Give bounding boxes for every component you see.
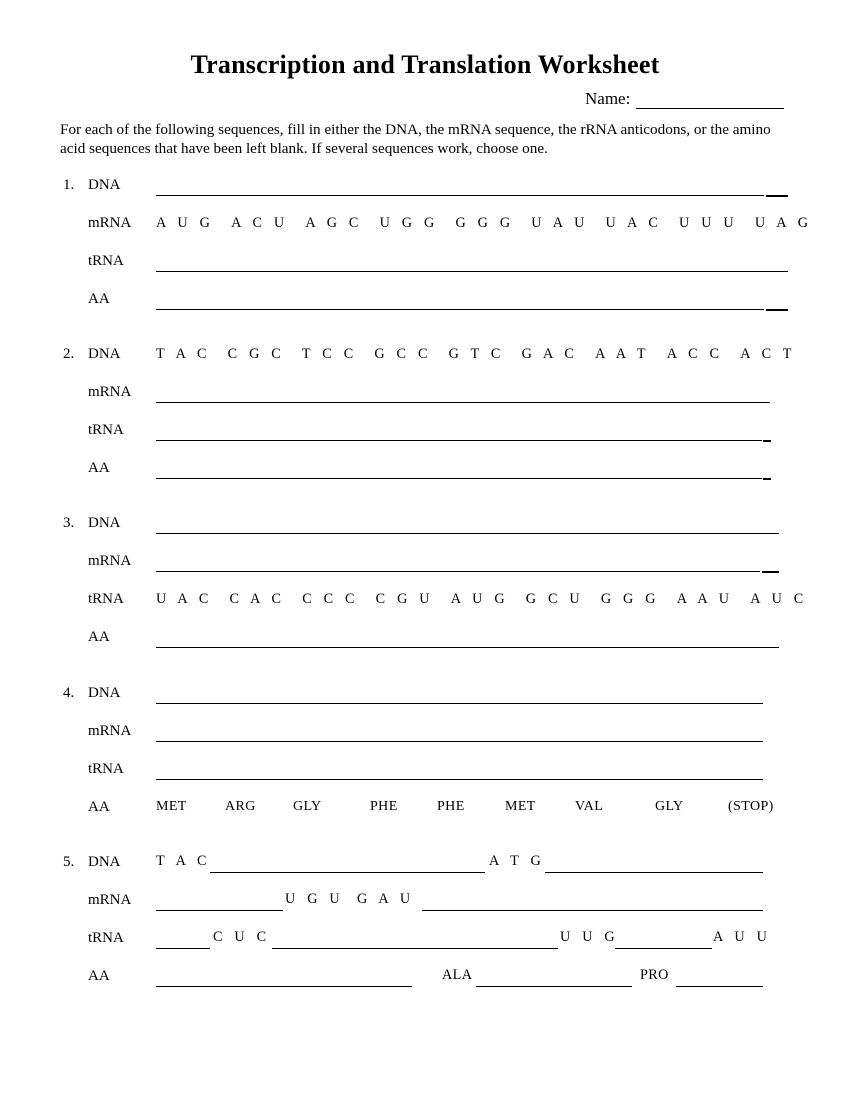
question-4-aa-row xyxy=(60,796,800,834)
question-5-mrna-given-1: U G U xyxy=(285,891,344,907)
codon: U A C xyxy=(156,591,213,607)
question-5-aa-blank-3[interactable] xyxy=(676,965,763,987)
question-3-trna-label: tRNA xyxy=(88,591,124,607)
question-2-aa-blank[interactable] xyxy=(156,457,762,479)
question-2-dna-sequence xyxy=(156,346,796,363)
question-1-dna-row xyxy=(60,174,800,212)
question-5-trna-row xyxy=(60,927,800,965)
question-1-dna-label: DNA xyxy=(88,177,121,193)
question-4-mrna-row xyxy=(60,720,800,758)
question-5-aa-row xyxy=(60,965,800,1003)
question-5-dna-blank-2[interactable] xyxy=(545,851,763,873)
amino-acid: ARG xyxy=(225,799,256,814)
codon: G A C xyxy=(521,346,579,362)
question-5-mrna-blank-1[interactable] xyxy=(156,889,283,911)
question-3 xyxy=(60,512,808,664)
codon: C C C xyxy=(302,591,359,607)
codon: C A C xyxy=(229,591,286,607)
question-3-trna-row xyxy=(60,588,808,626)
question-1-aa-label: AA xyxy=(88,291,110,307)
question-4-mrna-label: mRNA xyxy=(88,723,132,739)
question-1-mrna-label: mRNA xyxy=(88,215,132,231)
question-2-dna-label: DNA xyxy=(88,346,121,362)
question-2-trna-label: tRNA xyxy=(88,422,124,438)
codon: U A U xyxy=(531,215,589,231)
question-5-dna-row xyxy=(60,851,800,889)
question-5-aa-blank-1[interactable] xyxy=(156,965,412,987)
question-5-mrna-label: mRNA xyxy=(88,892,132,908)
question-4-dna-label: DNA xyxy=(88,685,121,701)
question-2-trna-row xyxy=(60,419,800,457)
codon: A G C xyxy=(305,215,363,231)
question-5-mrna-given-2: G A U xyxy=(357,891,415,907)
question-1-mrna-row xyxy=(60,212,813,250)
amino-acid: PHE xyxy=(437,799,465,814)
codon: U G G xyxy=(379,215,439,231)
codon: C G U xyxy=(375,591,434,607)
codon: U U U xyxy=(679,215,738,231)
codon: G C C xyxy=(374,346,432,362)
codon: G C U xyxy=(525,591,584,607)
amino-acid: MET xyxy=(156,799,187,814)
question-3-mrna-row xyxy=(60,550,800,588)
codon: T A C xyxy=(156,346,211,362)
question-5-aa-label: AA xyxy=(88,968,110,984)
question-1 xyxy=(60,174,813,326)
question-2 xyxy=(60,343,800,495)
question-5-trna-blank-1[interactable] xyxy=(156,927,210,949)
question-1-trna-blank[interactable] xyxy=(156,250,788,272)
amino-acid: PHE xyxy=(370,799,398,814)
page-title: Transcription and Translation Worksheet xyxy=(190,50,660,79)
question-4-trna-blank[interactable] xyxy=(156,758,763,780)
question-5-aa-given-2: PRO xyxy=(640,967,669,983)
question-2-aa-label: AA xyxy=(88,460,110,476)
codon: U A C xyxy=(605,215,663,231)
question-2-trna-blank-tail[interactable] xyxy=(763,419,771,442)
question-1-aa-row xyxy=(60,288,800,326)
name-input-line[interactable] xyxy=(636,91,784,109)
question-4-trna-row xyxy=(60,758,800,796)
question-2-aa-blank-tail[interactable] xyxy=(763,457,771,480)
codon: G G G xyxy=(455,215,515,231)
question-1-dna-blank[interactable] xyxy=(156,174,764,196)
amino-acid: (STOP) xyxy=(728,799,774,814)
question-3-aa-row xyxy=(60,626,800,664)
question-5-mrna-row xyxy=(60,889,800,927)
question-2-trna-blank[interactable] xyxy=(156,419,762,441)
question-5-mrna-blank-2[interactable] xyxy=(422,889,763,911)
codon: A U C xyxy=(750,591,808,607)
amino-acid: GLY xyxy=(293,799,322,814)
question-2-number: 2. xyxy=(63,346,75,362)
question-2-mrna-row xyxy=(60,381,800,419)
question-5-aa-given-1: ALA xyxy=(442,967,473,983)
question-3-mrna-label: mRNA xyxy=(88,553,132,569)
question-1-number: 1. xyxy=(63,177,75,193)
question-4-aa-label: AA xyxy=(88,799,110,815)
question-4-number: 4. xyxy=(63,685,75,701)
codon: A U G xyxy=(450,591,509,607)
question-3-aa-blank[interactable] xyxy=(156,626,779,648)
codon: T C C xyxy=(301,346,358,362)
question-3-mrna-blank-tail[interactable] xyxy=(762,550,779,573)
codon: U A G xyxy=(754,215,813,231)
question-1-dna-blank-tail[interactable] xyxy=(766,174,788,197)
question-2-dna-row xyxy=(60,343,800,381)
question-2-mrna-blank[interactable] xyxy=(156,381,770,403)
name-label: Name: xyxy=(585,89,631,108)
question-5-dna-blank-1[interactable] xyxy=(210,851,485,873)
question-3-trna-sequence xyxy=(156,591,807,608)
codon: A A T xyxy=(595,346,650,362)
amino-acid: MET xyxy=(505,799,536,814)
question-2-mrna-label: mRNA xyxy=(88,384,132,400)
question-3-dna-row xyxy=(60,512,800,550)
codon: A U G xyxy=(156,215,215,231)
codon: A A U xyxy=(676,591,734,607)
codon: A C T xyxy=(740,346,796,362)
question-3-aa-label: AA xyxy=(88,629,110,645)
question-1-aa-blank[interactable] xyxy=(156,288,764,310)
question-5-trna-given-3: A U U xyxy=(713,929,772,945)
question-5-trna-label: tRNA xyxy=(88,930,124,946)
question-3-dna-label: DNA xyxy=(88,515,121,531)
codon: G G G xyxy=(600,591,660,607)
question-5-dna-label: DNA xyxy=(88,854,121,870)
amino-acid: VAL xyxy=(575,799,604,814)
question-5 xyxy=(60,851,800,1003)
question-5-number: 5. xyxy=(63,854,75,870)
question-5-dna-given-1: T A C xyxy=(156,853,211,869)
question-4-dna-blank[interactable] xyxy=(156,682,763,704)
question-4-dna-row xyxy=(60,682,800,720)
question-4-mrna-blank[interactable] xyxy=(156,720,763,742)
name-field[interactable] xyxy=(585,89,784,109)
question-4-trna-label: tRNA xyxy=(88,761,124,777)
question-5-trna-given-1: C U C xyxy=(213,929,271,945)
instructions-text: For each of the following sequences, fill in either the DNA, the mRNA sequence, the rRNA anticodons, or the amino acid sequences that have been left blank. If several sequences work, choose one. xyxy=(60,121,771,157)
question-5-trna-blank-2[interactable] xyxy=(272,927,558,949)
question-2-aa-row xyxy=(60,457,800,495)
codon: G T C xyxy=(448,346,505,362)
question-5-trna-blank-3[interactable] xyxy=(615,927,712,949)
question-4 xyxy=(60,682,800,834)
question-1-trna-row xyxy=(60,250,800,288)
amino-acid: GLY xyxy=(655,799,684,814)
question-5-trna-given-2: U U G xyxy=(560,929,619,945)
question-3-number: 3. xyxy=(63,515,75,531)
codon: C G C xyxy=(227,346,285,362)
question-3-dna-blank[interactable] xyxy=(156,512,779,534)
question-1-mrna-sequence xyxy=(156,215,812,232)
codon: A C C xyxy=(666,346,724,362)
question-5-aa-blank-2[interactable] xyxy=(476,965,632,987)
question-5-dna-given-2: A T G xyxy=(489,853,545,869)
codon: A C U xyxy=(231,215,289,231)
question-3-mrna-blank[interactable] xyxy=(156,550,760,572)
question-1-aa-blank-tail[interactable] xyxy=(766,288,788,311)
question-1-trna-label: tRNA xyxy=(88,253,124,269)
